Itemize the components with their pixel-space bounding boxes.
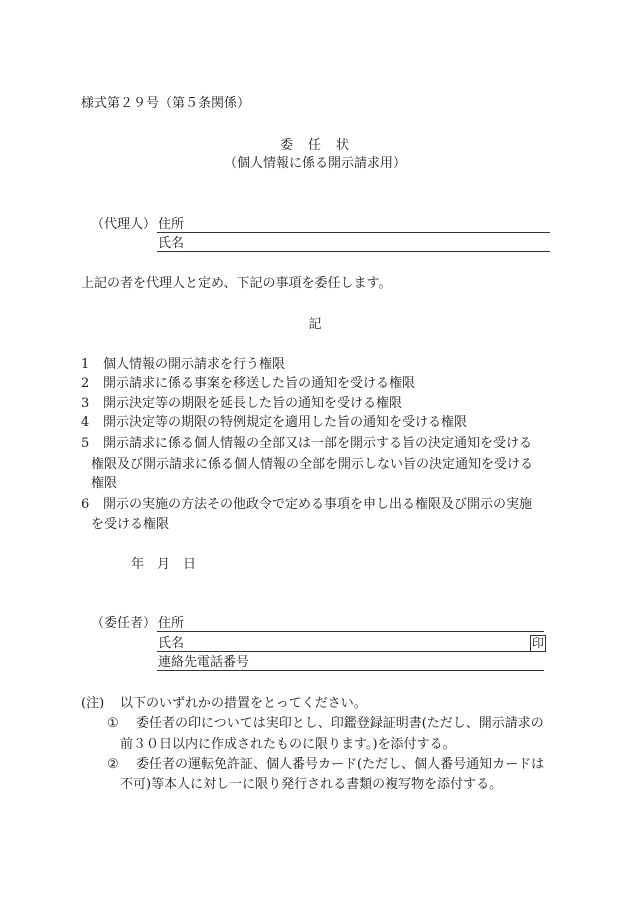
date-line: 年 月 日 xyxy=(131,557,197,572)
agent-address-label: 住所 xyxy=(158,217,185,232)
page-title: 委 任 状 xyxy=(279,138,350,153)
principal-address-underline xyxy=(157,631,544,632)
list-item: 1 個人情報の開示請求を行う権限 xyxy=(81,357,286,372)
list-item: 5 開示請求に係る個人情報の全部又は一部を開示する旨の決定通知を受ける xyxy=(81,436,533,451)
note-item-text: 委任者の印については実印とし、印鑑登録証明書(ただし、開示請求の xyxy=(136,716,544,731)
principal-phone-underline xyxy=(157,670,544,671)
notes-intro: 以下のいずれかの措置をとってください。 xyxy=(120,696,367,711)
note-item-mark: ① xyxy=(107,716,119,731)
form-number: 様式第２９号（第５条関係） xyxy=(81,96,251,111)
list-item-continuation: を受ける権限 xyxy=(91,517,170,532)
seal-mark: 印 xyxy=(531,636,544,650)
note-item-text: 前３０日以内に作成されたものに限ります。)を添付する。 xyxy=(120,737,456,752)
agent-name-label: 氏名 xyxy=(158,236,185,251)
list-item: 2 開示請求に係る事案を移送した旨の通知を受ける権限 xyxy=(81,376,416,391)
list-item: 3 開示決定等の期限を延長した旨の通知を受ける権限 xyxy=(81,396,403,411)
principal-name-underline xyxy=(157,651,544,652)
list-item: 6 開示の実施の方法その他政令で定める事項を申し出る権限及び開示の実施 xyxy=(81,497,533,512)
note-item-text: 不可)等本人に対し一に限り発行される書類の複写物を添付する。 xyxy=(120,777,503,792)
intro-text: 上記の者を代理人と定め、下記の事項を委任します。 xyxy=(81,276,392,291)
agent-address-underline xyxy=(157,232,550,233)
notes-label: (注) xyxy=(81,696,105,711)
principal-name-label: 氏名 xyxy=(158,636,185,651)
agent-label: （代理人） xyxy=(91,217,157,232)
ki-heading: 記 xyxy=(308,317,322,332)
note-item-mark: ② xyxy=(107,757,119,772)
page-subtitle: （個人情報に係る開示請求用） xyxy=(223,156,406,171)
principal-phone-label: 連絡先電話番号 xyxy=(158,655,250,670)
list-item-continuation: 権限及び開示請求に係る個人情報の全部を開示しない旨の決定通知を受ける xyxy=(91,457,534,472)
agent-name-underline xyxy=(157,251,550,252)
list-item-continuation: 権限 xyxy=(91,476,118,491)
principal-address-label: 住所 xyxy=(158,616,185,631)
principal-label: （委任者） xyxy=(91,616,157,631)
list-item: 4 開示決定等の期限の特例規定を適用した旨の通知を受ける権限 xyxy=(81,415,468,430)
note-item-text: 委任者の運転免許証、個人番号カード(ただし、個人番号通知カードは xyxy=(136,757,545,772)
